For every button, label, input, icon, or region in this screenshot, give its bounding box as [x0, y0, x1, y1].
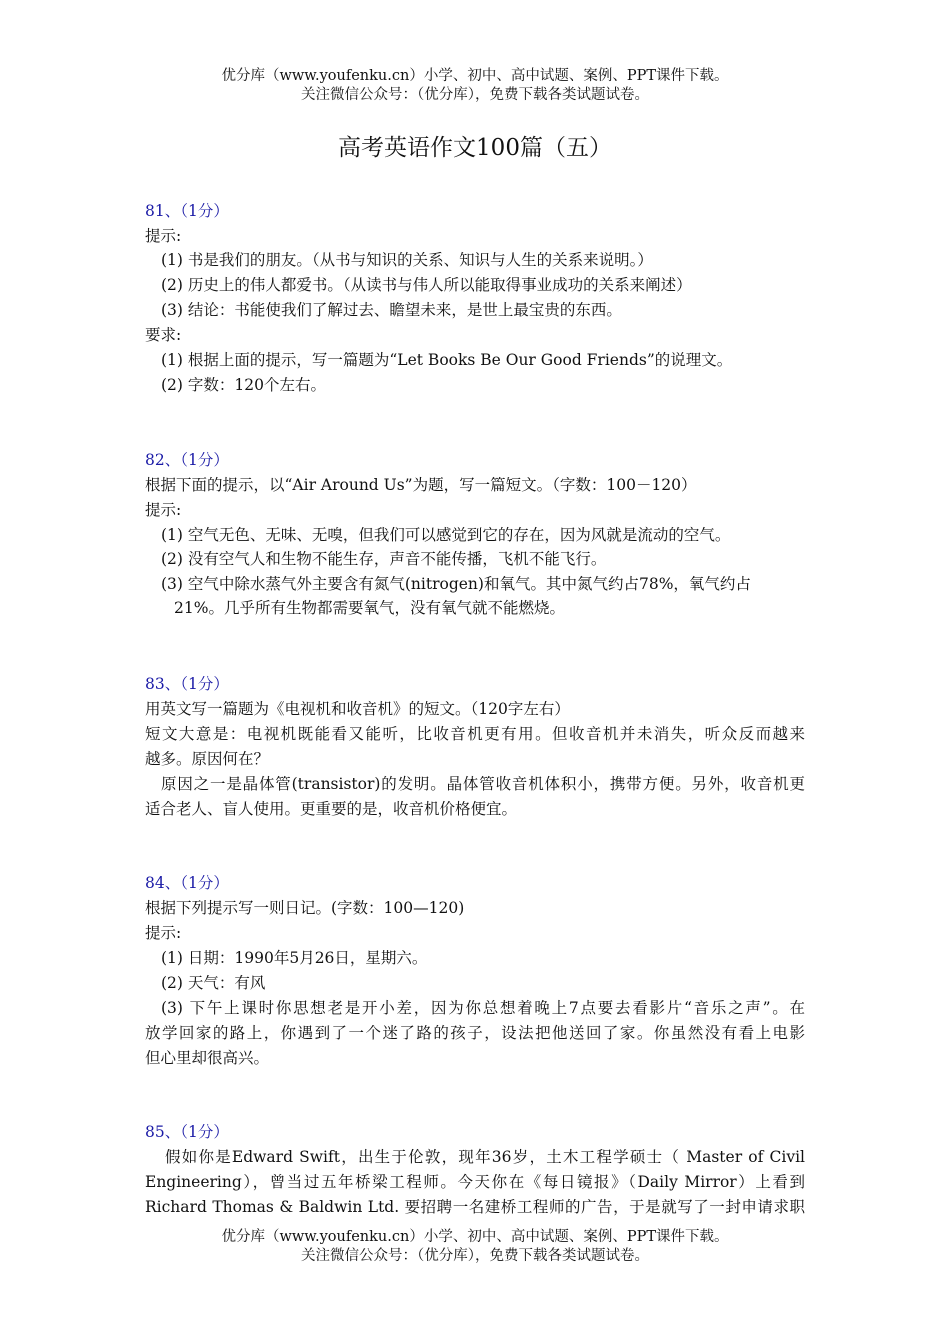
- header-line-1: 优分库（www.youfenku.cn）小学、初中、高中试题、案例、PPT课件下载。: [221, 68, 729, 84]
- q83-line: 越多。原因何在？: [145, 750, 270, 768]
- footer-line-1: 优分库（www.youfenku.cn）小学、初中、高中试题、案例、PPT课件下载。: [221, 1229, 729, 1245]
- q83-line: 用英文写一篇题为《电视机和收音机》的短文。（120字左右）: [145, 700, 570, 718]
- q82-line: (3) 空气中除水蒸气外主要含有氮气(nitrogen)和氧气。其中氮气约占78%，氧气约占: [161, 575, 751, 593]
- question-85-heading: 85、（1分）: [145, 1123, 229, 1141]
- q81-line: (2) 历史上的伟人都爱书。（从读书与伟人所以能取得事业成功的关系来阐述）: [161, 276, 692, 294]
- q81-line: (1) 根据上面的提示，写一篇题为“Let Books Be Our Good Friends”的说理文。: [161, 351, 733, 369]
- q81-line: (3) 结论：书能使我们了解过去、瞻望未来，是世上最宝贵的东西。: [161, 301, 622, 319]
- q83-line: 适合老人、盲人使用。更重要的是，收音机价格便宜。: [145, 800, 518, 818]
- q81-line: (2) 字数：120个左右。: [161, 376, 326, 394]
- q84-line: 根据下列提示写一则日记。(字数：100—120): [145, 899, 465, 917]
- q82-line: 根据下面的提示，以“Air Around Us”为题，写一篇短文。（字数：100－120）: [145, 476, 697, 494]
- q81-line: 提示:: [145, 227, 182, 245]
- page-title: 高考英语作文100篇（五）: [338, 135, 612, 161]
- q84-line: (1) 日期：1990年5月26日，星期六。: [161, 949, 428, 967]
- q81-line: (1) 书是我们的朋友。（从书与知识的关系、知识与人生的关系来说明。）: [161, 251, 653, 269]
- q81-line: 要求:: [145, 326, 182, 344]
- q84-line: (2) 天气：有风: [161, 974, 266, 992]
- q84-line: 但心里却很高兴。: [145, 1049, 270, 1067]
- q83-line: 短文大意是：电视机既能看又能听，比收音机更有用。但收音机并未消失，听众反而越来: [145, 725, 805, 743]
- q82-line: (2) 没有空气人和生物不能生存，声音不能传播，飞机不能飞行。: [161, 550, 607, 568]
- header-line-2: 关注微信公众号：（优分库），免费下载各类试题试卷。: [301, 87, 649, 103]
- q85-line: Engineering），曾当过五年桥梁工程师。今天你在《每日镜报》（Daily Mirror）上看到: [145, 1173, 805, 1191]
- q83-line: 原因之一是晶体管(transistor)的发明。晶体管收音机体积小，携带方便。另外，收音机更: [161, 775, 805, 793]
- question-81-heading: 81、（1分）: [145, 202, 229, 220]
- q85-line: 假如你是Edward Swift，出生于伦敦，现年36岁，土木工程学硕士（ Master of Civil: [165, 1148, 805, 1166]
- footer-line-2: 关注微信公众号：（优分库），免费下载各类试题试卷。: [301, 1248, 649, 1264]
- q82-line: 21%。几乎所有生物都需要氧气，没有氧气就不能燃烧。: [174, 599, 565, 617]
- q84-line: 放学回家的路上，你遇到了一个迷了路的孩子，设法把他送回了家。你虽然没有看上电影: [145, 1024, 805, 1042]
- q82-line: 提示:: [145, 501, 182, 519]
- q82-line: (1) 空气无色、无味、无嗅，但我们可以感觉到它的存在，因为风就是流动的空气。: [161, 526, 731, 544]
- question-82-heading: 82、（1分）: [145, 451, 229, 469]
- q85-line: Richard Thomas & Baldwin Ltd. 要招聘一名建桥工程师的广告，于是就写了一封申请求职: [145, 1198, 805, 1216]
- question-84-heading: 84、（1分）: [145, 874, 229, 892]
- question-83-heading: 83、（1分）: [145, 675, 229, 693]
- q84-line: 提示:: [145, 924, 182, 942]
- q84-line: (3) 下午上课时你思想老是开小差，因为你总想着晚上7点要去看影片“音乐之声”。在: [161, 999, 805, 1017]
